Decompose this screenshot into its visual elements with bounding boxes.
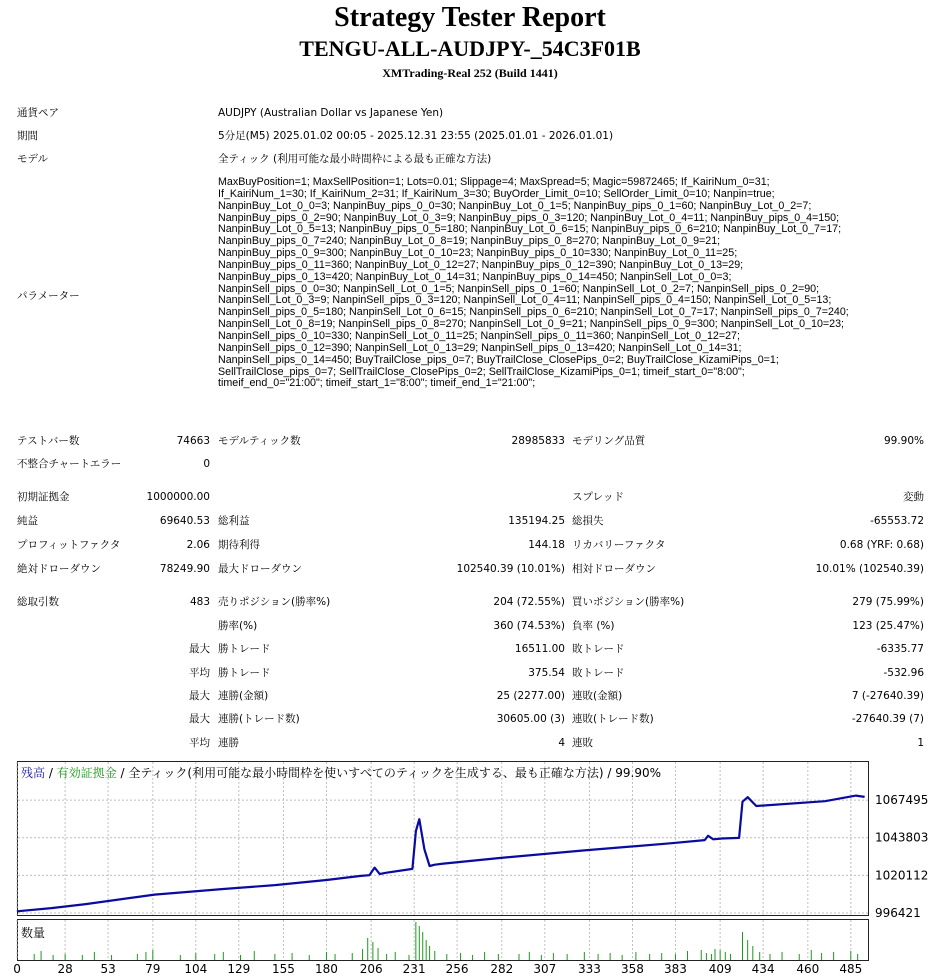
svg-text:残高 / 有効証拠金 / 全ティック(利用可能な最小時間枠を [21,765,661,780]
max-cons-losses-label: 連敗(金額) [572,690,623,702]
y-tick-label: 996421 [875,906,921,920]
params-value [218,177,933,390]
avg-cons-losses-label: 連敗 [572,737,593,749]
long-positions-value: 279 (75.99%) [852,596,924,608]
param-line: NanpinSell_pips_0_5=180; NanpinSell_Lot_0_6=15; NanpinSell_pips_0_6=210; NanpinSell_Lot_0_7=17; NanpinSell_pips_0_7=240; [218,306,849,319]
param-line: NanpinBuy_pips_0_9=300; NanpinBuy_Lot_0_10=23; NanpinBuy_pips_0_10=330; NanpinBuy_Lot_0_11=25; [218,247,738,260]
max-word: 最大 [189,713,210,725]
rel-drawdown-value: 10.01% (102540.39) [815,563,924,575]
win-rate-label: 勝率(%) [218,620,258,632]
param-line: NanpinBuy_pips_0_7=240; NanpinBuy_Lot_0_8=19; NanpinBuy_pips_0_8=270; NanpinBuy_Lot_0_9=21; [218,235,721,248]
mismatch-label: 不整合チャートエラー [17,458,122,470]
gross-profit-label: 総利益 [218,515,250,527]
legend-equity: 有効証拠金 [56,766,117,780]
y-tick-label: 1020112 [875,868,929,883]
largest-win-value: 16511.00 [514,643,565,655]
x-tick-label: 333 [578,962,601,976]
avg-cons-losses-value: 1 [917,737,924,749]
profit-factor-label: プロフィットファクタ [17,539,121,551]
x-tick-label: 282 [490,962,514,976]
volume-plot-frame [18,920,869,961]
net-profit-label: 純益 [17,515,38,527]
report-subtitle: TENGU-ALL-AUDJPY-_54C3F01B [299,36,641,61]
server-build: XMTrading-Real 252 (Build 1441) [382,66,558,80]
y-tick-label: 1043803 [875,830,929,845]
y-tick-label: 1067495 [875,793,929,808]
spread-value: 変動 [903,491,924,503]
symbol-value: AUDJPY (Australian Dollar vs Japanese Yen) [218,107,444,119]
x-tick-label: 79 [145,962,161,976]
deposit-value: 1000000.00 [146,491,210,503]
profit-factor-value: 2.06 [186,539,210,551]
max-drawdown-label: 最大ドローダウン [218,563,302,575]
avg-word: 平均 [189,737,210,749]
ticks-label: モデルティック数 [218,435,301,447]
x-tick-label: 485 [839,962,863,976]
max-cons-loss-amt-value: -27640.39 (7) [851,713,924,725]
param-line: NanpinBuy_pips_0_11=360; NanpinBuy_Lot_0_12=27; NanpinBuy_pips_0_12=390; NanpinBuy_Lot_0_13=29; [218,258,744,271]
legend-sep: / [116,766,129,780]
param-line: MaxBuyPosition=1; MaxSellPosition=1; Lots=0.01; Slippage=4; MaxSpread=5; Magic=59872465; If_KairiNum_0=31; [218,176,770,188]
recovery-factor-label: リカバリーファクタ [572,539,666,551]
param-line: SellTrailClose_pips_0=7; SellTrailClose_ClosePips_0=2; SellTrailClose_KizamiPips_0=1; timeif_start_0="8:00"; [218,365,745,378]
param-line: NanpinSell_pips_0_14=450; BuyTrailClose_pips_0=7; BuyTrailClose_ClosePips_0=2; BuyTrailClose_KizamiPips_0=1; [218,353,779,366]
period-value: 5分足(M5) 2025.01.02 00:05 - 2025.12.31 23:55 (2025.01.01 - 2026.01.01) [218,130,614,142]
param-line: NanpinBuy_Lot_0_5=13; NanpinBuy_pips_0_5=180; NanpinBuy_Lot_0_6=15; NanpinBuy_pips_0_6=210; NanpinBuy_Lot_0_7=17; [218,223,842,236]
param-line: NanpinSell_Lot_0_8=19; NanpinSell_pips_0_8=270; NanpinSell_Lot_0_9=21; NanpinSell_pips_0_9=300; NanpinSell_Lot_0_10=23; [218,318,845,331]
avg-loss-label: 敗トレード [572,667,625,679]
param-line: NanpinSell_pips_0_12=390; NanpinSell_Lot_0_13=29; NanpinSell_pips_0_13=420; NanpinSell_Lot_0_14=31; [218,341,742,354]
abs-drawdown-value: 78249.90 [159,563,210,575]
win-rate-value: 360 (74.53%) [493,620,565,632]
params-label: パラメーター [17,290,80,302]
total-trades-value: 483 [189,596,210,608]
max-cons-loss-amt-label: 連敗(トレード数) [572,713,654,725]
avg-loss-value: -532.96 [883,667,924,679]
x-tick-label: 129 [227,962,251,976]
balance-chart [13,761,929,977]
avg-win-value: 375.54 [528,667,565,679]
x-tick-label: 383 [663,962,687,976]
x-tick-label: 155 [272,962,295,976]
legend-description: 全ティック(利用可能な最小時間枠を使いすべてのティックを生成する、最も正確な方法) / 99.90% [128,766,662,780]
param-line: NanpinBuy_pips_0_13=420; NanpinBuy_Lot_0_14=31; NanpinBuy_pips_0_14=450; NanpinSell_Lot_0_0=3; [218,270,732,283]
x-tick-label: 206 [359,962,383,976]
max-cons-wins-label: 連勝(金額) [218,690,269,702]
x-tick-label: 434 [751,962,775,976]
short-positions-label: 売りポジション(勝率%) [218,596,331,608]
avg-cons-wins-label: 連勝 [218,737,239,749]
param-line: NanpinSell_pips_0_10=330; NanpinSell_Lot_0_11=25; NanpinSell_pips_0_11=360; NanpinSell_Lot_0_12=27; [218,329,740,342]
largest-loss-value: -6335.77 [876,643,924,655]
loss-rate-label: 負率 (%) [572,620,615,632]
gross-loss-label: 総損失 [572,515,604,527]
expected-payoff-label: 期待利得 [218,539,260,551]
param-line: NanpinBuy_Lot_0_0=3; NanpinBuy_pips_0_0=30; NanpinBuy_Lot_0_1=5; NanpinBuy_pips_0_1=60; NanpinBuy_Lot_0_2=7; [218,199,812,212]
param-line: NanpinSell_Lot_0_3=9; NanpinSell_pips_0_3=120; NanpinSell_Lot_0_4=11; NanpinSell_pips_0_4=150; NanpinSell_Lot_0_5=13; [218,294,832,307]
y-tick-labels [875,793,928,920]
max-cons-profit-label: 連勝(トレード数) [218,713,300,725]
symbol-label: 通貨ペア [17,107,59,119]
x-tick-label: 460 [796,962,820,976]
x-tick-label: 104 [184,962,208,976]
model-label: モデル [17,153,48,165]
param-line: NanpinSell_pips_0_0=30; NanpinSell_Lot_0_1=5; NanpinSell_pips_0_1=60; NanpinSell_Lot_0_2=7; NanpinSell_pips_0_2=90; [218,282,820,295]
x-tick-label: 231 [402,962,426,976]
model-value: 全ティック (利用可能な最小時間枠による最も正確な方法) [218,153,492,165]
x-tick-label: 307 [533,962,557,976]
bars-value: 74663 [176,435,210,447]
x-tick-label: 180 [315,962,338,976]
spread-label: スプレッド [572,491,624,503]
net-profit-value: 69640.53 [159,515,210,527]
x-tick-label: 0 [13,962,21,976]
max-cons-profit-value: 30605.00 (3) [496,713,565,725]
max-cons-wins-value: 25 (2277.00) [496,690,565,702]
ticks-value: 28985833 [511,435,565,447]
legend-balance: 残高 [21,766,46,780]
max-cons-losses-value: 7 (-27640.39) [851,690,924,702]
report-title: Strategy Tester Report [334,2,606,33]
x-tick-labels [13,962,862,976]
recovery-factor-value: 0.68 (YRF: 0.68) [839,539,924,551]
largest-loss-label: 敗トレード [572,643,625,655]
x-tick-label: 358 [621,962,644,976]
x-tick-label: 409 [708,962,732,976]
short-positions-value: 204 (72.55%) [493,596,565,608]
expected-payoff-value: 144.18 [528,539,565,551]
x-tick-label: 28 [57,962,73,976]
deposit-label: 初期証拠金 [17,491,70,503]
gross-profit-value: 135194.25 [508,515,565,527]
avg-cons-wins-value: 4 [558,737,565,749]
bars-label: テストバー数 [17,435,80,447]
max-drawdown-value: 102540.39 (10.01%) [456,563,565,575]
avg-word: 平均 [189,667,210,679]
quality-value: 99.90% [883,435,924,447]
param-line: NanpinBuy_pips_0_2=90; NanpinBuy_Lot_0_3=9; NanpinBuy_pips_0_3=120; NanpinBuy_Lot_0_4=11; NanpinBuy_pips_0_4=150; [218,211,840,224]
loss-rate-value: 123 (25.47%) [852,620,924,632]
param-line: If_KairiNum_1=30; If_KairiNum_2=31; If_KairiNum_3=30; BuyOrder_Limit_0=10; SellOrder_Limit_0=10; Nanpin=true; [218,187,775,200]
volume-label: 数量 [21,926,46,940]
rel-drawdown-label: 相対ドローダウン [572,563,656,575]
largest-win-label: 勝トレード [218,643,271,655]
x-tick-label: 53 [100,962,116,976]
avg-win-label: 勝トレード [218,667,271,679]
long-positions-label: 買いポジション(勝率%) [572,596,685,608]
gross-loss-value: -65553.72 [870,515,924,527]
quality-label: モデリング品質 [572,435,646,447]
abs-drawdown-label: 絶対ドローダウン [17,563,101,575]
param-line: timeif_end_0="21:00"; timeif_start_1="8:00"; timeif_end_1="21:00"; [218,377,536,390]
x-tick-label: 256 [445,962,469,976]
mismatch-value: 0 [203,458,210,470]
period-label: 期間 [17,130,38,142]
max-word: 最大 [189,690,210,702]
total-trades-label: 総取引数 [17,596,59,608]
legend-sep: / [45,766,57,780]
main-plot-frame [18,762,869,916]
max-word: 最大 [189,643,210,655]
